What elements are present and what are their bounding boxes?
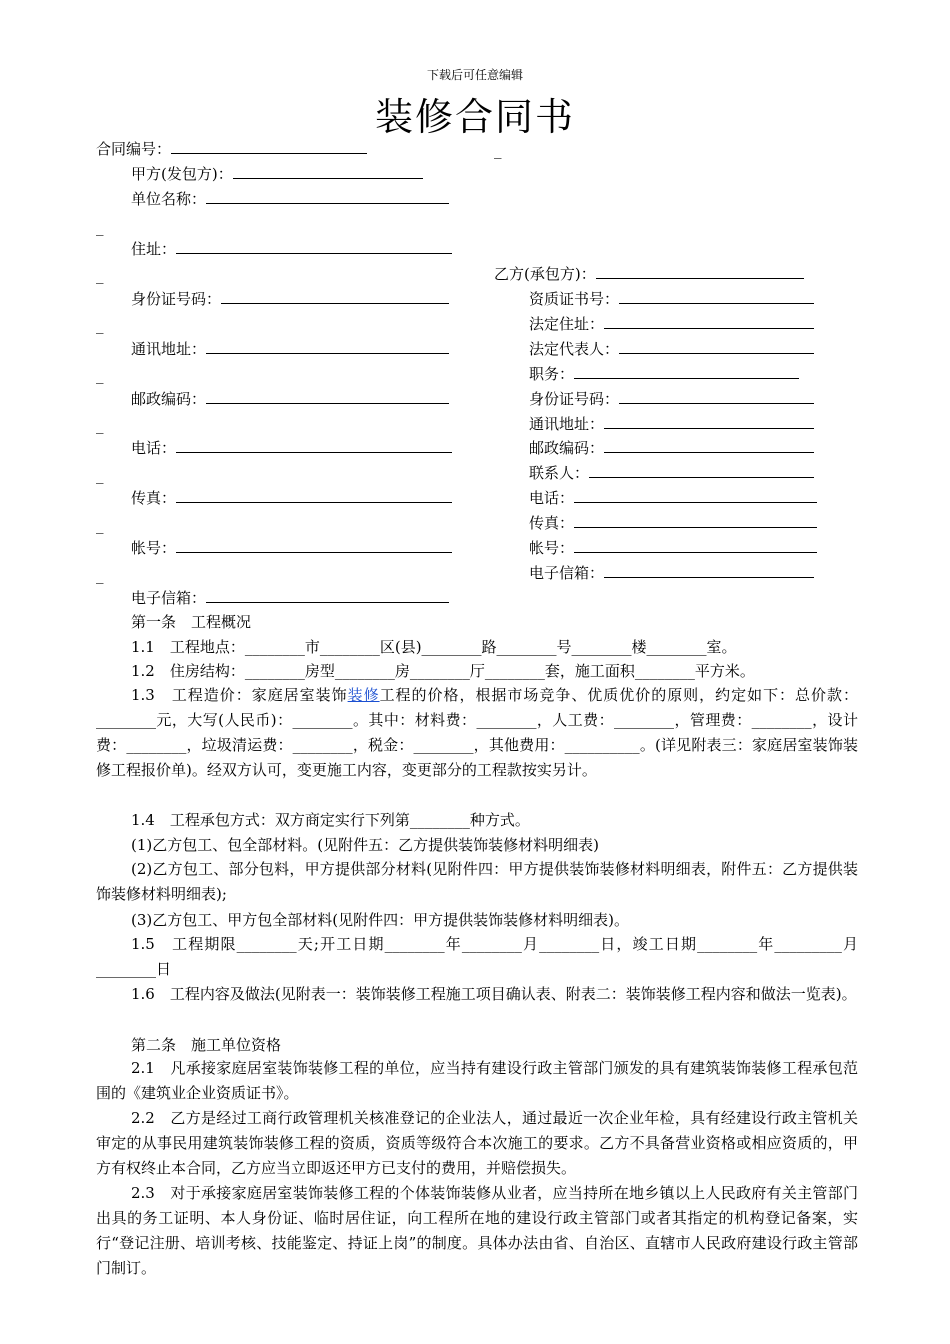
field-label: 法定代表人： <box>529 340 620 358</box>
party-b-field <box>529 288 814 309</box>
section-1-1: 1.1 工程地点：________市________区(县)________路________号________楼________室。 <box>131 638 737 656</box>
field-blank[interactable] <box>604 437 814 453</box>
contract-number-line <box>96 138 367 159</box>
field-blank[interactable] <box>619 388 814 404</box>
party-b-field <box>529 512 817 533</box>
party-a-field <box>131 388 449 409</box>
field-label: 传真： <box>529 514 575 532</box>
party-b-field <box>529 537 817 558</box>
field-label: 帐号： <box>131 539 177 557</box>
field-blank[interactable] <box>206 587 449 603</box>
line-stub: _ <box>96 466 104 484</box>
party-a-field <box>131 188 449 209</box>
field-label: 身份证号码： <box>529 390 620 408</box>
party-b-field <box>529 338 814 359</box>
party-b-field <box>529 413 814 434</box>
party-a-field <box>131 487 452 508</box>
party-b-field <box>529 363 799 384</box>
section-1-4-option-1: (1)乙方包工、包全部材料。(见附件五：乙方提供装饰装修材料明细表) <box>131 836 599 854</box>
field-label: 职务： <box>529 365 575 383</box>
field-blank[interactable] <box>221 288 449 304</box>
field-blank[interactable] <box>574 363 799 379</box>
field-label: 邮政编码： <box>131 390 207 408</box>
field-label: 通讯地址： <box>131 340 207 358</box>
line-stub: _ <box>96 366 104 384</box>
article-2-heading: 第二条 施工单位资格 <box>131 1036 282 1054</box>
field-blank[interactable] <box>206 338 449 354</box>
party-a-field <box>131 437 452 458</box>
section-1-5: 1.5 工程期限________天;开工日期________年________月________日，竣工日期________年_________月________日 <box>96 935 858 978</box>
party-b-field <box>529 487 817 508</box>
party-a-heading: 甲方(发包方)： <box>131 165 233 183</box>
field-label: 法定住址： <box>529 315 605 333</box>
field-label: 身份证号码： <box>131 290 222 308</box>
field-blank[interactable] <box>206 388 449 404</box>
field-blank[interactable] <box>619 288 814 304</box>
field-blank[interactable] <box>176 487 452 503</box>
party-b-heading-line <box>494 263 804 284</box>
renovation-link[interactable]: 装修 <box>347 686 380 704</box>
section-1-3 <box>96 683 858 783</box>
field-blank[interactable] <box>589 462 814 478</box>
line-stub: _ <box>96 316 104 334</box>
line-stub: _ <box>96 516 104 534</box>
party-a-field <box>131 537 452 558</box>
field-label: 传真： <box>131 489 177 507</box>
party-a-field <box>131 288 449 309</box>
section-1-6: 1.6 工程内容及做法(见附表一：装饰装修工程施工项目确认表、附表二：装饰装修工程内容和做法一览表)。 <box>131 985 857 1003</box>
party-a-field <box>131 587 449 608</box>
contract-number-label: 合同编号： <box>96 140 172 158</box>
section-1-2: 1.2 住房结构：________房型________房________厅________套，施工面积________平方米。 <box>131 662 755 680</box>
field-blank[interactable] <box>604 562 814 578</box>
field-label: 单位名称： <box>131 190 207 208</box>
field-blank[interactable] <box>604 413 814 429</box>
field-blank[interactable] <box>176 437 452 453</box>
field-label: 资质证书号： <box>529 290 620 308</box>
section-1-3-text-cont: 工程的价格，根据市场竞争、优质优价的原则，约定如下：总价款：________元，大写(人民币)：________。其中：材料费：________，人工费：________，管理费：________，设计费：________，垃圾清运费：________，税金：________，其他费用：__________。(详见附表三：家庭居室装饰装修工程报价单)。经双方认可，变更施工内容，变更部分的工程款按实另计。 <box>96 686 858 779</box>
party-a-field <box>131 338 449 359</box>
section-1-4: 1.4 工程承包方式：双方商定实行下列第________种方式。 <box>131 811 530 829</box>
party-b-field <box>529 462 814 483</box>
field-label: 通讯地址： <box>529 415 605 433</box>
field-label: 电子信箱： <box>529 564 605 582</box>
party-b-heading: 乙方(承包方)： <box>494 265 596 283</box>
party-b-blank[interactable] <box>596 263 804 279</box>
line-stub: _ <box>96 566 104 584</box>
field-label: 帐号： <box>529 539 575 557</box>
section-2-1: 2.1 凡承接家庭居室装饰装修工程的单位，应当持有建设行政主管部门颁发的具有建筑装饰装修工程承包范围的《建筑业企业资质证书》。 <box>96 1059 858 1102</box>
section-2-3: 2.3 对于承接家庭居室装饰装修工程的个体装饰装修从业者，应当持所在地乡镇以上人民政府有关主管部门出具的务工证明、本人身份证、临时居住证，向工程所在地的建设行政主管部门或者其指定的机构登记备案，实行“登记注册、培训考核、技能鉴定、持证上岗”的制度。具体办法由省、自治区、直辖市人民政府建设行政主管部门制订。 <box>96 1184 858 1277</box>
section-1-3-text: 1.3 工程造价：家庭居室装饰 <box>131 686 348 704</box>
section-2-2: 2.2 乙方是经过工商行政管理机关核准登记的企业法人，通过最近一次企业年检，具有经建设行政主管机关审定的从事民用建筑装饰装修工程的资质，资质等级符合本次施工的要求。乙方不具备营业资格或相应资质的，甲方有权终止本合同，乙方应当立即返还甲方已支付的费用，并赔偿损失。 <box>96 1109 858 1177</box>
party-a-heading-line <box>131 163 423 184</box>
line-stub: _ <box>96 266 104 284</box>
field-blank[interactable] <box>176 537 452 553</box>
line-stub: _ <box>96 416 104 434</box>
field-blank[interactable] <box>619 338 814 354</box>
field-label: 电话： <box>529 489 575 507</box>
field-label: 电话： <box>131 439 177 457</box>
party-b-field <box>529 562 814 583</box>
field-blank[interactable] <box>176 238 452 254</box>
section-1-4-option-2: (2)乙方包工、部分包料，甲方提供部分材料(见附件四：甲方提供装饰装修材料明细表，附件五：乙方提供装饰装修材料明细表); <box>96 860 858 903</box>
field-blank[interactable] <box>574 537 817 553</box>
party-a-blank[interactable] <box>233 163 423 179</box>
document-title: 装修合同书 <box>374 95 575 139</box>
field-label: 邮政编码： <box>529 439 605 457</box>
field-blank[interactable] <box>206 188 449 204</box>
field-label: 电子信箱： <box>131 589 207 607</box>
field-label: 住址： <box>131 240 177 258</box>
field-blank[interactable] <box>604 313 814 329</box>
party-a-field <box>131 238 452 259</box>
section-1-4-option-3: (3)乙方包工、甲方包全部材料(见附件四：甲方提供装饰装修材料明细表)。 <box>131 911 629 929</box>
contract-number-blank[interactable] <box>171 138 367 154</box>
header-note: 下载后可任意编辑 <box>426 68 523 82</box>
line-stub: _ <box>96 218 104 236</box>
party-b-field <box>529 437 814 458</box>
contract-number-stub: _ <box>494 141 502 159</box>
field-blank[interactable] <box>574 512 817 528</box>
party-b-field <box>529 388 814 409</box>
field-label: 联系人： <box>529 464 590 482</box>
field-blank[interactable] <box>574 487 817 503</box>
article-1-heading: 第一条 工程概况 <box>131 613 252 631</box>
party-b-field <box>529 313 814 334</box>
